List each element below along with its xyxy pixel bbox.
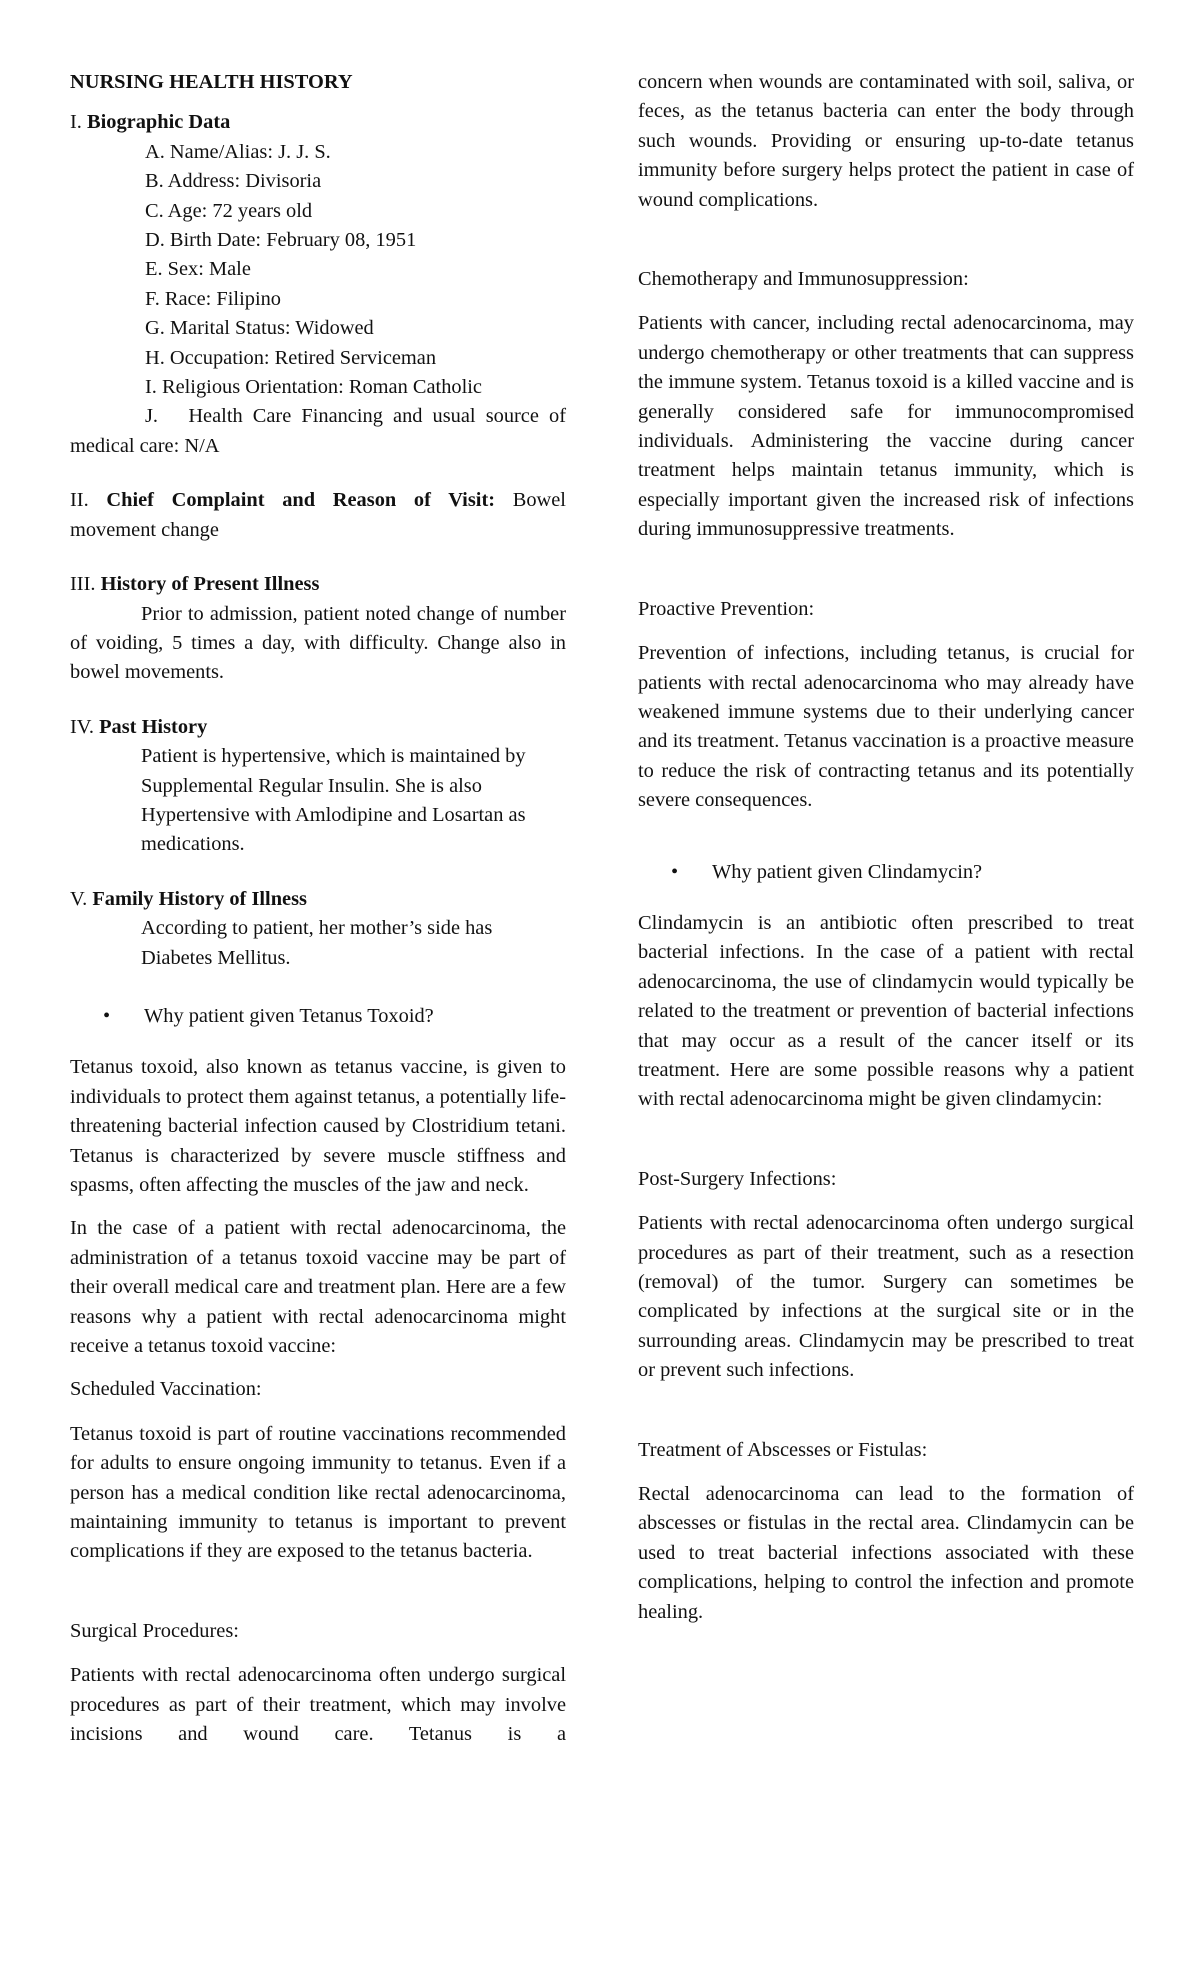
clindamycin-intro: Clindamycin is an antibiotic often prescribed to treat bacterial infections. In the case of a patient with rectal adenocarcinoma, the use of clindamycin would typically be related to the treatment or prevention of bacterial infections that may occur as a result of the cancer itself or its treatment. Here are some possible reasons why a patient with rectal adenocarcinoma might be given clindamycin: bbox=[638, 911, 1134, 1111]
surgical-procedures-text: Patients with rectal adenocarcinoma often undergo surgical procedures as part of their treatment, which may involve incisions and wound care. Tetanus is a bbox=[70, 1664, 566, 1746]
section-title: Family History of Illness bbox=[92, 887, 307, 910]
present-illness-text: Prior to admission, patient noted change of number of voiding, 5 times a day, with difficulty. Change also in bowel movements. bbox=[70, 602, 566, 684]
bullet-icon: • bbox=[103, 1004, 111, 1027]
family-history-section bbox=[70, 885, 566, 973]
present-illness-section bbox=[70, 570, 566, 688]
bullet-icon: • bbox=[671, 860, 679, 883]
abscess-text: Rectal adenocarcinoma can lead to the formation of abscesses or fistulas in the rectal area. Clindamycin can be used to treat bacterial infections associated with these complications, helping to control the infection and promote healing. bbox=[638, 1483, 1134, 1623]
section-title: Chief Complaint and Reason of Visit: bbox=[106, 489, 496, 512]
tetanus-question bbox=[70, 1002, 566, 1031]
bio-item: A. Name/Alias: J. J. S. bbox=[145, 140, 331, 163]
bio-item: F. Race: Filipino bbox=[145, 287, 282, 310]
tetanus-paragraph-1: Tetanus toxoid, also known as tetanus vaccine, is given to individuals to protect them against tetanus, a potentially life-threatening bacterial infection caused by Clostridium tetani. Tetanus is characterized by severe muscle stiffness and spasms, often affecting the muscles of the jaw and neck. bbox=[70, 1056, 566, 1196]
bio-item: B. Address: Divisoria bbox=[145, 170, 322, 193]
post-surgery-text: Patients with rectal adenocarcinoma often undergo surgical procedures as part of their treatment, such as a resection (removal) of the tumor. Surgery can sometimes be complicated by infections at the surgical site or in the surrounding areas. Clindamycin may be prescribed to treat or prevent such infections. bbox=[638, 1212, 1134, 1382]
section-numeral: III. bbox=[70, 573, 96, 596]
clindamycin-question-text: Why patient given Clindamycin? bbox=[712, 860, 983, 883]
bio-item: C. Age: 72 years old bbox=[145, 199, 313, 222]
left-column bbox=[70, 68, 572, 1750]
bio-item: H. Occupation: Retired Serviceman bbox=[145, 346, 437, 369]
tetanus-paragraph-2: In the case of a patient with rectal adenocarcinoma, the administration of a tetanus toxoid vaccine may be part of their overall medical care and treatment plan. Here are a few reasons why a patient with rectal adenocarcinoma might receive a tetanus toxoid vaccine: bbox=[70, 1217, 566, 1358]
section-numeral: IV. bbox=[70, 715, 94, 738]
bio-item: G. Marital Status: Widowed bbox=[145, 317, 374, 340]
bio-item: E. Sex: Male bbox=[145, 258, 251, 281]
section-title: History of Present Illness bbox=[100, 573, 320, 596]
past-history-text: Patient is hypertensive, which is maintained by Supplemental Regular Insulin. She is also Hypertensive with Amlodipine and Losartan as medications. bbox=[141, 745, 526, 856]
past-history-section bbox=[70, 713, 566, 860]
chief-complaint-section bbox=[70, 486, 566, 545]
proactive-prevention-text: Prevention of infections, including tetanus, is crucial for patients with rectal adenocarcinoma who may already have weakened immune systems due to their underlying cancer and its treatment. Tetanus vaccination is a proactive measure to reduce the risk of contracting tetanus and its potentially severe consequences. bbox=[638, 642, 1134, 812]
abscess-heading: Treatment of Abscesses or Fistulas: bbox=[638, 1438, 928, 1461]
bio-item: D. Birth Date: February 08, 1951 bbox=[145, 229, 417, 252]
surgical-procedures-text-continued: concern when wounds are contaminated with soil, saliva, or feces, as the tetanus bacteria can enter the body through such wounds. Providing or ensuring up-to-date tetanus immunity before surgery helps protect the patient in case of wound complications. bbox=[638, 71, 1134, 211]
chemotherapy-heading: Chemotherapy and Immunosuppression: bbox=[638, 268, 969, 291]
biographic-data-section bbox=[70, 108, 572, 461]
section-title: Biographic Data bbox=[87, 111, 231, 134]
proactive-prevention-heading: Proactive Prevention: bbox=[638, 597, 815, 620]
scheduled-vaccination-text: Tetanus toxoid is part of routine vaccinations recommended for adults to ensure ongoing immunity to tetanus. Even if a person has a medical condition like rectal adenocarcinoma, maintaining immunity to tetanus is important to prevent complications if they are exposed to the tetanus bacteria. bbox=[70, 1422, 566, 1563]
right-column bbox=[638, 68, 1134, 1627]
family-history-text: According to patient, her mother’s side has Diabetes Mellitus. bbox=[141, 917, 493, 969]
bio-item: I. Religious Orientation: Roman Catholic bbox=[145, 376, 482, 399]
section-numeral: I. bbox=[70, 111, 82, 134]
surgical-procedures-heading: Surgical Procedures: bbox=[70, 1619, 239, 1642]
document-title: NURSING HEALTH HISTORY bbox=[70, 71, 353, 93]
scheduled-vaccination-heading: Scheduled Vaccination: bbox=[70, 1378, 262, 1401]
section-numeral: II. bbox=[70, 489, 89, 512]
chemotherapy-text: Patients with cancer, including rectal adenocarcinoma, may undergo chemotherapy or other treatments that can suppress the immune system. Tetanus toxoid is a killed vaccine and is generally considered safe for immunocompromised individuals. Administering the vaccine during cancer treatment helps maintain tetanus immunity, which is especially important given the increased risk of infections during immunosuppressive treatments. bbox=[638, 312, 1134, 541]
section-title: Past History bbox=[99, 715, 208, 738]
section-numeral: V. bbox=[70, 887, 88, 910]
clindamycin-question bbox=[638, 858, 1134, 887]
tetanus-question-text: Why patient given Tetanus Toxoid? bbox=[144, 1004, 434, 1027]
chief-complaint-text: Bowel movement change bbox=[70, 489, 566, 541]
bio-item: J. Health Care Financing and usual source of medical care: N/A bbox=[70, 405, 572, 457]
post-surgery-heading: Post-Surgery Infections: bbox=[638, 1167, 837, 1190]
